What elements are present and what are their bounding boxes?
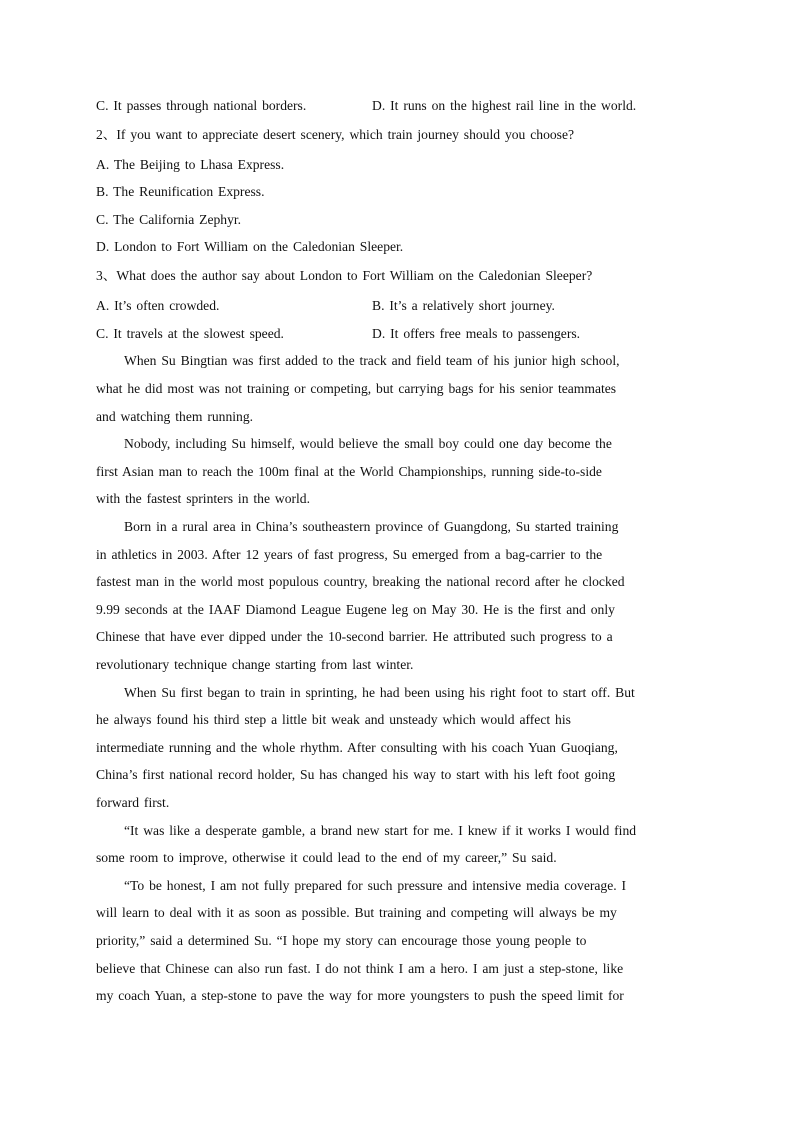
passage-p6-line: priority,” said a determined Su. “I hope my story can encourage those young people to xyxy=(96,933,587,948)
q3-option-a: A. It’s often crowded. xyxy=(96,298,220,313)
passage-p3-line: fastest man in the world most populous country, breaking the national record after he clocked xyxy=(96,574,625,589)
passage-p3-line: in athletics in 2003. After 12 years of fast progress, Su emerged from a bag-carrier to the xyxy=(96,547,603,562)
passage-p6-line: believe that Chinese can also run fast. I do not think I am a hero. I am just a step-stone, like xyxy=(96,961,624,976)
passage-p4-line: China’s first national record holder, Su has changed his way to start with his left foot going xyxy=(96,767,616,782)
passage-p2-line: with the fastest sprinters in the world. xyxy=(96,491,311,506)
q2-option-c: C. The California Zephyr. xyxy=(96,212,242,227)
passage-p5-line: “It was like a desperate gamble, a brand new start for me. I knew if it works I would find xyxy=(124,823,637,838)
passage-p4-line: forward first. xyxy=(96,795,170,810)
q3-option-d: D. It offers free meals to passengers. xyxy=(372,326,581,341)
passage-p6-line: will learn to deal with it as soon as possible. But training and competing will always be my xyxy=(96,905,617,920)
q3-option-c: C. It travels at the slowest speed. xyxy=(96,326,284,341)
passage-p6-line: “To be honest, I am not fully prepared for such pressure and intensive media coverage. I xyxy=(124,878,627,893)
q2-option-b: B. The Reunification Express. xyxy=(96,184,265,199)
passage-p1-line: and watching them running. xyxy=(96,409,254,424)
q2-question: 2、If you want to appreciate desert scenery, which train journey should you choose? xyxy=(96,127,575,142)
q3-option-b: B. It’s a relatively short journey. xyxy=(372,298,555,313)
passage-p4-line: he always found his third step a little bit weak and unsteady which would affect his xyxy=(96,712,571,727)
q2-option-d: D. London to Fort William on the Caledonian Sleeper. xyxy=(96,239,404,254)
passage-p2-line: Nobody, including Su himself, would believe the small boy could one day become the xyxy=(124,436,612,451)
q2-option-a: A. The Beijing to Lhasa Express. xyxy=(96,157,285,172)
passage-p3-line: Chinese that have ever dipped under the 10-second barrier. He attributed such progress to a xyxy=(96,629,613,644)
q1-option-c: C. It passes through national borders. xyxy=(96,98,307,113)
passage-p3-line: revolutionary technique change starting from last winter. xyxy=(96,657,414,672)
passage-p1-line: what he did most was not training or competing, but carrying bags for his senior teammates xyxy=(96,381,617,396)
passage-p3-line: 9.99 seconds at the IAAF Diamond League Eugene leg on May 30. He is the first and only xyxy=(96,602,615,617)
passage-p3-line: Born in a rural area in China’s southeastern province of Guangdong, Su started training xyxy=(124,519,619,534)
passage-p4-line: intermediate running and the whole rhythm. After consulting with his coach Yuan Guoqiang, xyxy=(96,740,618,755)
q1-option-d: D. It runs on the highest rail line in the world. xyxy=(372,98,637,113)
passage-p5-line: some room to improve, otherwise it could lead to the end of my career,” Su said. xyxy=(96,850,557,865)
passage-p2-line: first Asian man to reach the 100m final at the World Championships, running side-to-side xyxy=(96,464,602,479)
passage-p1-line: When Su Bingtian was first added to the track and field team of his junior high school, xyxy=(124,353,620,368)
passage-p6-line: my coach Yuan, a step-stone to pave the way for more youngsters to push the speed limit for xyxy=(96,988,624,1003)
passage-p4-line: When Su first began to train in sprinting, he had been using his right foot to start off. But xyxy=(124,685,635,700)
q3-question: 3、What does the author say about London to Fort William on the Caledonian Sleeper? xyxy=(96,268,593,283)
